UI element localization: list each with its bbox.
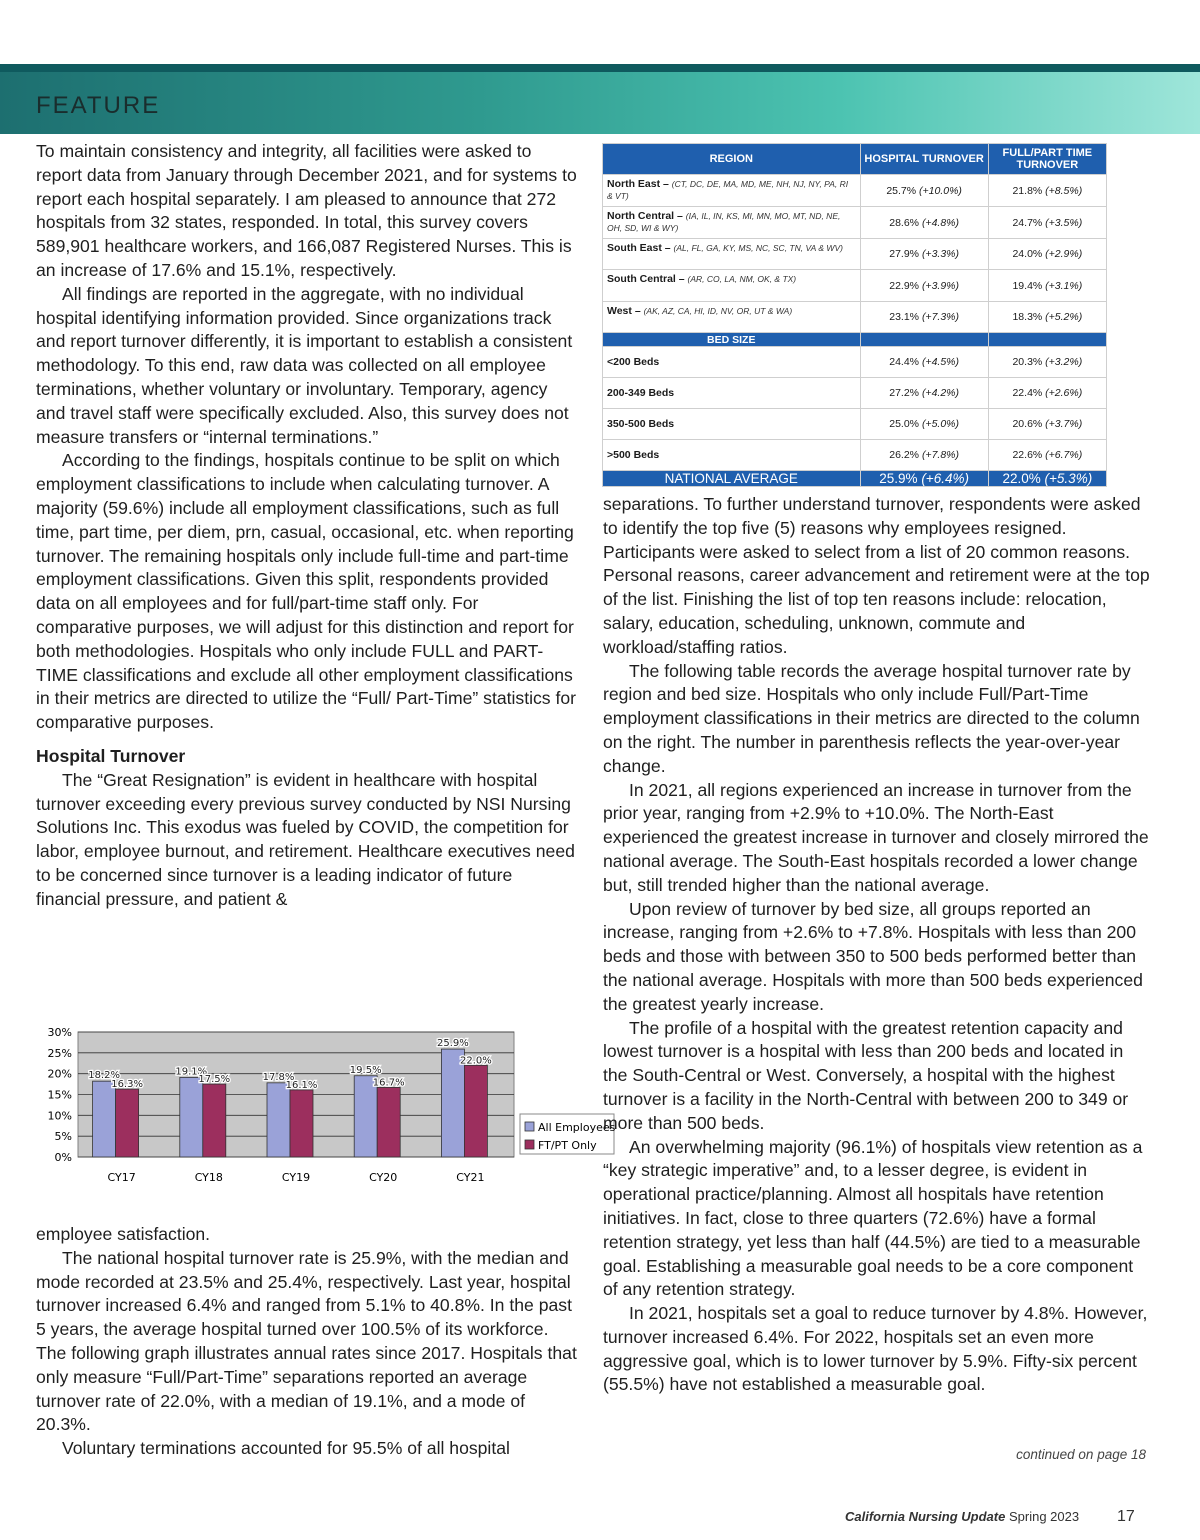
bed-fullpart-cell <box>988 409 1106 440</box>
fullpart-value: 21.8% <box>1012 184 1043 197</box>
chart-data-label: 18.2% <box>88 1070 120 1082</box>
hospital-value: 27.2% <box>889 387 920 399</box>
chart-xtick-label: CY19 <box>281 1171 311 1184</box>
fullpart-value: 24.7% <box>1012 216 1043 229</box>
fullpart-value: 24.0% <box>1012 248 1043 260</box>
fullpart-value: 18.3% <box>1012 311 1043 323</box>
right-column <box>603 493 1151 1397</box>
bed-size-cell <box>603 409 861 440</box>
region-fullpart-cell <box>988 270 1106 302</box>
region-states: (CT, DC, DE, MA, MD, ME, NH, NJ, NY, PA, RI & VT) <box>607 179 849 201</box>
section-label: FEATURE <box>36 92 161 119</box>
chart-data-label: 25.9% <box>437 1038 469 1050</box>
fullpart-change: (+2.6%) <box>1045 387 1083 399</box>
region-cell <box>603 175 861 207</box>
chart-legend-label: FT/PT Only <box>538 1139 597 1152</box>
chart-bar <box>93 1081 116 1157</box>
table-row-region <box>603 175 1107 207</box>
table-national-label: NATIONAL AVERAGE <box>603 471 861 487</box>
footer-publication <box>845 1509 1079 1524</box>
fullpart-change: (+6.7%) <box>1045 449 1083 461</box>
chart-xtick-label: CY21 <box>456 1171 485 1184</box>
table-bed-size-header: BED SIZE <box>603 333 861 347</box>
national-hospital-change: (+6.4%) <box>921 471 969 486</box>
region-cell <box>603 270 861 302</box>
table-row-region <box>603 270 1107 302</box>
hospital-value: 25.7% <box>886 184 917 197</box>
bed-size-name: 350-500 Beds <box>607 418 675 430</box>
bed-size-name: >500 Beds <box>607 449 660 461</box>
chart-bar <box>180 1077 203 1157</box>
bed-size-cell <box>603 347 861 378</box>
hospital-change: (+7.3%) <box>921 311 959 323</box>
chart-ytick-label: 25% <box>47 1046 72 1060</box>
left-column-top <box>36 140 578 912</box>
hospital-change: (+7.8%) <box>921 449 959 461</box>
table-row-region <box>603 302 1107 333</box>
chart-data-label: 17.8% <box>262 1071 295 1083</box>
chart-bar <box>464 1065 487 1157</box>
paragraph: Upon review of turnover by bed size, all groups reported an increase, ranging from +2.6% to +7.8%. Hospitals with less than 200 beds and those with between 350 to 500 beds performed better than the national average. Hospitals with more than 500 beds experienced the greatest yearly increase. <box>603 898 1143 1014</box>
region-hospital-cell <box>860 175 988 207</box>
chart-legend-label: All Employees <box>538 1121 616 1134</box>
fullpart-change: (+3.5%) <box>1045 216 1083 229</box>
paragraph: The profile of a hospital with the greatest retention capacity and lowest turnover is a hospital with less than 200 beds and located in the South-Central or West. Conversely, a hospital with the highest turnover is a facility in the North-Central with between 200 to 349 or more than 500 beds. <box>603 1017 1129 1133</box>
chart-data-label: 16.1% <box>285 1079 318 1091</box>
table-row-bed-size <box>603 409 1107 440</box>
bed-size-name: <200 Beds <box>607 356 660 368</box>
bed-hospital-cell <box>860 378 988 409</box>
fullpart-change: (+3.2%) <box>1045 356 1083 368</box>
fullpart-value: 22.6% <box>1012 449 1043 461</box>
region-name: West – <box>607 305 641 317</box>
hospital-change: (+5.0%) <box>921 418 959 430</box>
region-cell <box>603 207 861 239</box>
bed-hospital-cell <box>860 347 988 378</box>
paragraph: An overwhelming majority (96.1%) of hospitals view retention as a “key strategic imperative” and, to a lesser degree, is evident in operational practice/planning. Almost all hospitals have retention initiatives. In fact, close to three quarters (72.6%) have a formal retention strategy, yet less than half (44.5%) are tied to a measurable goal. Establishing a measurable goal needs to be a core component of any retention strategy. <box>603 1136 1143 1300</box>
table-row-bed-size <box>603 440 1107 471</box>
table-header-region: REGION <box>603 144 861 175</box>
fullpart-change: (+2.9%) <box>1045 248 1083 260</box>
paragraph: According to the findings, hospitals continue to be split on which employment classifications to include when calculating turnover. A majority (59.6%) include all employment classifications, such as full time, part time, per diem, prn, casual, occasional, etc. when reporting turnover. The remaining hospitals only include full-time and part-time employment classifications. Given this split, respondents provided data on all employees and for full/part-time staff only. For comparative purposes, we will adjust for this distinction and report for both methodologies. Hospitals who only include FULL and PART-TIME classifications and exclude all other employment classifications in their metrics are directed to utilize the “Full/ Part-Time” statistics for comparative purposes. <box>36 450 577 733</box>
chart-xtick-label: CY17 <box>107 1171 136 1184</box>
paragraph: separations. To further understand turnover, respondents were asked to identify the top five (5) reasons why employees resigned. Participants were asked to select from a list of 20 common reasons. Personal reasons, career advancement and retirement were at the top of the list. Finishing the list of top ten reasons include: relocation, salary, education, scheduling, unknown, commute and workload/staffing ratios. <box>603 494 1150 657</box>
hospital-change: (+3.3%) <box>921 248 959 260</box>
table-header-hospital: HOSPITAL TURNOVER <box>860 144 988 175</box>
header-banner-top-stripe <box>0 64 1200 72</box>
hospital-change: (+4.2%) <box>921 387 959 399</box>
table-bed-size-header-filler <box>988 333 1106 347</box>
chart-data-label: 22.0% <box>460 1055 492 1067</box>
national-fullpart-change: (+5.3%) <box>1044 471 1093 486</box>
table-national-hospital <box>860 471 988 487</box>
chart-data-label: 19.5% <box>349 1064 382 1076</box>
continued-note: continued on page 18 <box>1016 1447 1146 1462</box>
table-row-region <box>603 207 1107 239</box>
region-cell <box>603 239 861 270</box>
hospital-change: (+3.9%) <box>921 279 959 292</box>
chart-bar <box>290 1090 313 1157</box>
region-name: North East – <box>607 178 669 190</box>
region-states: (IA, IL, IN, KS, MI, MN, MO, MT, ND, NE, OH, SD, WI & WY) <box>607 211 841 233</box>
chart-data-label: 16.3% <box>111 1079 143 1091</box>
table-row-bed-size <box>603 347 1107 378</box>
region-hospital-cell <box>860 270 988 302</box>
publication-season: Spring 2023 <box>1008 1509 1080 1524</box>
paragraph: The “Great Resignation” is evident in healthcare with hospital turnover exceeding every previous survey conducted by NSI Nursing Solutions Inc. This exodus was fueled by COVID, the competition for labor, employee burnout, and retirement. Healthcare executives need to be concerned since turnover is a leading indicator of future financial pressure, and patient & <box>36 769 575 909</box>
region-states: (AR, CO, LA, NM, OK, & TX) <box>687 274 797 284</box>
turnover-table <box>602 143 1107 487</box>
bed-size-cell <box>603 378 861 409</box>
chart-ytick-label: 5% <box>54 1130 72 1144</box>
paragraph: The national hospital turnover rate is 25.9%, with the median and mode recorded at 23.5% and 25.4%, respectively. Last year, hospital turnover increased 6.4% and ranged from 5.1% to 40.8%. In the past 5 years, the average hospital turned over 100.5% of its workforce. The following graph illustrates annual rates since 2017. Hospitals that only measure “Full/Part-Time” separations reported an average turnover rate of 22.0%, with a median of 19.1%, and a mode of 20.3%. <box>36 1247 577 1435</box>
table-header-fullpart: FULL/PART TIME TURNOVER <box>988 144 1106 175</box>
chart-ytick-label: 15% <box>47 1088 72 1102</box>
hospital-value: 22.9% <box>889 279 920 292</box>
publication-name: California Nursing Update <box>845 1509 1006 1524</box>
chart-bar <box>116 1089 139 1157</box>
fullpart-value: 22.4% <box>1012 387 1043 399</box>
national-fullpart-value: 22.0% <box>1002 471 1041 486</box>
fullpart-change: (+3.7%) <box>1045 418 1083 430</box>
chart-bar <box>377 1087 400 1157</box>
fullpart-change: (+8.5%) <box>1045 184 1083 197</box>
region-name: South Central – <box>607 273 685 285</box>
paragraph: To maintain consistency and integrity, all facilities were asked to report data from January through December 2021, and for systems to report each hospital separately. I am pleased to announce that 272 hospitals from 32 states, responded. In total, this survey covers 589,901 healthcare workers, and 166,087 Registered Nurses. This is an increase of 17.6% and 15.1%, respectively. <box>36 141 577 280</box>
paragraph: employee satisfaction. <box>36 1224 211 1244</box>
chart-legend-swatch <box>525 1122 534 1131</box>
region-name: North Central – <box>607 210 683 222</box>
region-name: South East – <box>607 242 671 254</box>
chart-data-label: 19.1% <box>175 1066 208 1078</box>
turnover-bar-chart <box>36 1022 616 1192</box>
bed-size-name: 200-349 Beds <box>607 387 675 399</box>
page-number: 17 <box>1117 1508 1135 1525</box>
chart-xtick-label: CY20 <box>369 1171 398 1184</box>
region-cell <box>603 302 861 333</box>
paragraph: All findings are reported in the aggregate, with no individual hospital identifying information provided. Since organizations track and report turnover differently, it is important to establish a consistent methodology. To this end, raw data was collected on all employee terminations, whether voluntary or involuntary. Temporary, agency and travel staff were specifically excluded. Also, this survey does not measure transfers or “internal terminations.” <box>36 283 573 447</box>
chart-bar <box>203 1084 226 1157</box>
fullpart-change: (+3.1%) <box>1045 279 1083 292</box>
fullpart-value: 20.6% <box>1012 418 1043 430</box>
bed-hospital-cell <box>860 409 988 440</box>
chart-ytick-label: 30% <box>47 1026 72 1039</box>
chart-ytick-label: 20% <box>47 1067 72 1081</box>
paragraph: The following table records the average hospital turnover rate by region and bed size. Hospitals who only include Full/Part-Time employment classifications in their metrics are directed to the column on the right. The number in parenthesis reflects the year-over-year change. <box>603 660 1140 776</box>
hospital-change: (+10.0%) <box>919 184 962 197</box>
hospital-change: (+4.5%) <box>921 356 959 368</box>
hospital-value: 24.4% <box>889 356 920 368</box>
chart-xtick-label: CY18 <box>194 1171 223 1184</box>
region-fullpart-cell <box>988 302 1106 333</box>
fullpart-value: 20.3% <box>1012 356 1043 368</box>
paragraph: Voluntary terminations accounted for 95.5% of all hospital <box>62 1438 510 1459</box>
subheading-hospital-turnover: Hospital Turnover <box>36 745 186 766</box>
bed-size-cell <box>603 440 861 471</box>
chart-data-label: 16.7% <box>372 1077 405 1089</box>
chart-bar <box>267 1083 290 1157</box>
table-row-region <box>603 239 1107 270</box>
left-column-bottom <box>36 1223 578 1461</box>
bed-fullpart-cell <box>988 378 1106 409</box>
region-fullpart-cell <box>988 175 1106 207</box>
bed-hospital-cell <box>860 440 988 471</box>
hospital-value: 27.9% <box>889 248 920 260</box>
paragraph: In 2021, all regions experienced an increase in turnover from the prior year, ranging from +2.9% to +10.0%. The North-East experienced the greatest increase in turnover and closely mirrored the national average. The South-East hospitals recorded a lower change but, still trended higher than the national average. <box>603 779 1149 895</box>
region-hospital-cell <box>860 302 988 333</box>
region-hospital-cell <box>860 207 988 239</box>
table-row-bed-size <box>603 378 1107 409</box>
hospital-value: 28.6% <box>889 216 920 229</box>
chart-legend-swatch <box>525 1140 534 1149</box>
hospital-value: 23.1% <box>889 311 920 323</box>
hospital-value: 25.0% <box>889 418 920 430</box>
fullpart-value: 19.4% <box>1012 279 1043 292</box>
table-bed-size-header-filler <box>860 333 988 347</box>
region-fullpart-cell <box>988 239 1106 270</box>
chart-data-label: 17.5% <box>198 1074 231 1086</box>
fullpart-change: (+5.2%) <box>1045 311 1083 323</box>
paragraph: In 2021, hospitals set a goal to reduce turnover by 4.8%. However, turnover increased 6.4%. For 2022, hospitals set an even more aggressive goal, which is to lower turnover by 5.9%. Fifty-six percent (55.5%) have not established a measurable goal. <box>603 1303 1148 1395</box>
chart-ytick-label: 0% <box>54 1151 72 1164</box>
region-states: (AK, AZ, CA, HI, ID, NV, OR, UT & WA) <box>643 306 793 316</box>
chart-ytick-label: 10% <box>47 1109 72 1123</box>
hospital-change: (+4.8%) <box>921 216 959 229</box>
region-fullpart-cell <box>988 207 1106 239</box>
region-hospital-cell <box>860 239 988 270</box>
table-national-fullpart <box>988 471 1106 487</box>
bed-fullpart-cell <box>988 347 1106 378</box>
national-hospital-value: 25.9% <box>879 471 918 486</box>
chart-svg <box>36 1022 616 1192</box>
hospital-value: 26.2% <box>889 449 920 461</box>
bed-fullpart-cell <box>988 440 1106 471</box>
region-states: (AL, FL, GA, KY, MS, NC, SC, TN, VA & WV) <box>673 243 843 253</box>
header-banner <box>0 64 1200 134</box>
